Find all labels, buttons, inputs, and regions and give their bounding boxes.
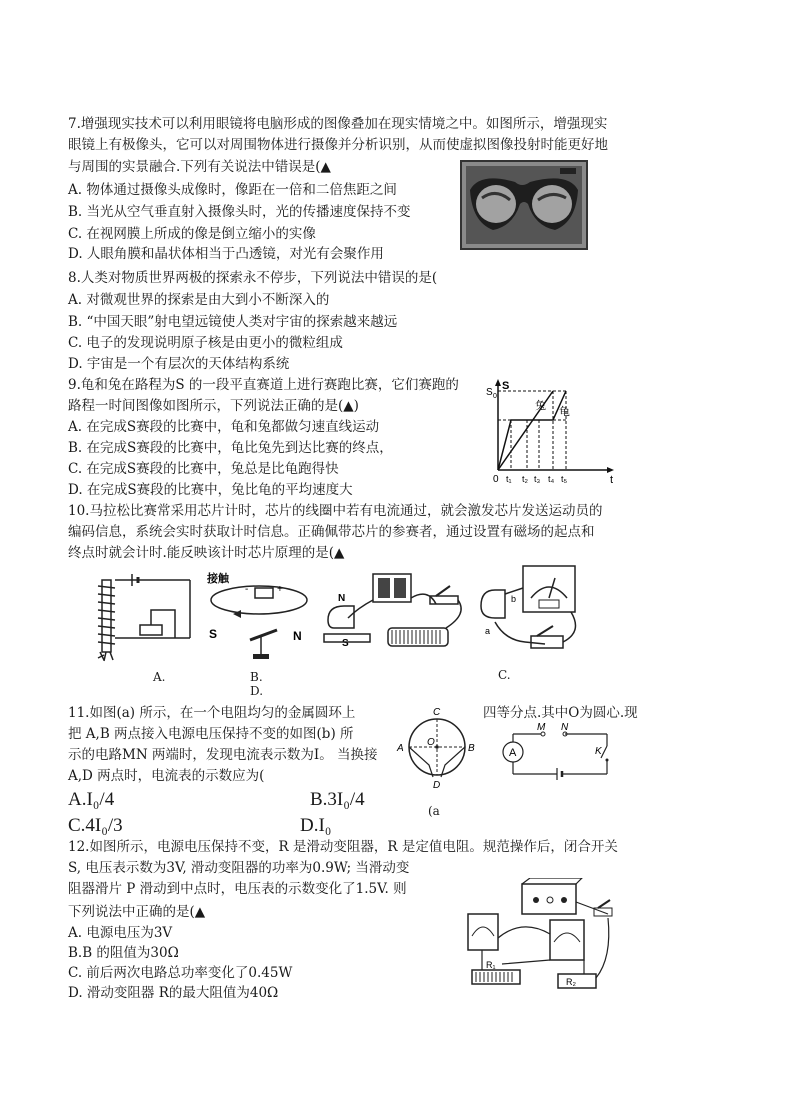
fig-b-contact-word: 接触 <box>207 573 229 585</box>
q10-stem-line1: 10.马拉松比赛常采用芯片计时，芯片的线圈中若有电流通过，就会激发芯片发送运动员的 <box>68 503 603 519</box>
svg-text:N: N <box>338 593 346 604</box>
q7-option-d: D. 人眼角膜和晶状体相当于凸透镜，对光有会聚作用 <box>68 246 384 262</box>
q7-option-c: C. 在视网膜上所成的像是倒立缩小的实像 <box>68 226 316 242</box>
graph-y-axis-label: S <box>502 380 510 392</box>
q12-stem-line3: 阻器滑片 P 滑动到中点时，电压表的示数变化了1.5V. 则 <box>68 881 407 897</box>
q12-stem-line4: 下列说法中正确的是(▲ <box>68 904 206 920</box>
q11-stem-line3: 示的电路MN 两端时，发现电流表示数为I。 当换接 <box>68 747 378 763</box>
q12-r1-label: R₁ <box>486 960 496 970</box>
graph-tick-t1: t₁ <box>506 474 512 484</box>
q11-stem-line1b: 四等分点.其中O为圆心.现 <box>483 705 638 721</box>
q8-option-c: C. 电子的发现说明原子核是由更小的微粒组成 <box>68 335 343 351</box>
q8-option-b: B. “中国天眼”射电望远镜使人类对宇宙的探索越来越远 <box>68 314 398 330</box>
fig-d-label: D. <box>250 684 264 698</box>
q11-stem-line1a: 11.如图(a) 所示，在一个电阻均匀的金属圆环上 <box>68 705 356 721</box>
ring-point-d: D <box>433 780 441 791</box>
ring-center-o: O <box>427 737 435 748</box>
graph-x-axis-label: t <box>610 474 614 486</box>
q12-option-a: A. 电源电压为3V <box>68 925 173 941</box>
svg-text:S: S <box>342 638 349 649</box>
ring-caption: (a <box>428 804 440 818</box>
q10-stem-line3: 终点时就会计时.能反映该计时芯片原理的是(▲ <box>68 545 345 561</box>
svg-text:-: - <box>245 584 249 595</box>
fig-b-oersted <box>205 570 315 665</box>
q11-option-b: B.3I₀/4 <box>310 789 365 810</box>
graph-rabbit-label: 兔 <box>535 400 546 412</box>
fig-b-label: B. <box>250 670 263 684</box>
fig-b-n-label: N <box>293 629 302 643</box>
q12-apparatus-figure <box>462 878 622 1003</box>
fig-d-motor-circuit <box>318 568 468 663</box>
graph-tick-t5: t₅ <box>561 474 568 484</box>
q8-stem: 8.人类对物质世界两极的探索永不停步，下列说法中错误的是( <box>68 270 438 286</box>
ring-point-b: B <box>468 743 475 754</box>
ring-point-a: A <box>397 743 404 754</box>
fig-a-label: A. <box>153 670 166 684</box>
q9-option-a: A. 在完成S赛段的比赛中，龟和兔都做匀速直线运动 <box>68 419 380 435</box>
q7-stem-line3: 与周围的实景融合.下列有关说法中错误是(▲ <box>68 159 331 175</box>
graph-s0-subscript: 0 <box>493 393 497 400</box>
graph-s0-label: S <box>486 387 493 398</box>
fig-c-generator <box>475 562 590 662</box>
ar-glasses-photo <box>460 160 588 250</box>
q12-stem-line2: S, 电压表示数为3V, 滑动变阻器的功率为0.9W; 当滑动变 <box>68 860 410 876</box>
graph-origin-label: 0 <box>493 474 499 485</box>
q11-stem-line4: A,D 两点时，电流表的示数应为( <box>68 768 265 784</box>
q7-stem-line1: 7.增强现实技术可以利用眼镜将电脑形成的图像叠加在现实情境之中。如图所示，增强现实 <box>68 116 608 132</box>
q7-stem-line2: 眼镜上有极像头，它可以对周围物体进行摄像并分析识别，从而使虚拟图像投射时能更好地 <box>68 137 608 153</box>
circuit-k-label: K <box>595 746 602 757</box>
graph-tick-t2: t₂ <box>522 474 528 484</box>
q7-option-a: A. 物体通过摄像头成像时，像距在一倍和二倍焦距之间 <box>68 182 397 198</box>
q8-option-d: D. 宇宙是一个有层次的天体结构系统 <box>68 356 290 372</box>
q11-option-d: D.I₀ <box>300 815 332 836</box>
svg-text:a: a <box>485 626 491 636</box>
race-graph <box>482 375 617 490</box>
circuit-ammeter-label: A <box>509 747 517 759</box>
graph-turtle-label: 龟 <box>559 406 570 418</box>
q9-option-c: C. 在完成S赛段的比赛中，兔总是比龟跑得快 <box>68 461 339 477</box>
fig-c-label: C. <box>498 668 511 682</box>
circuit-m-label: M <box>537 722 546 733</box>
q10-stem-line2: 编码信息，系统会实时获取计时信息。正确佩带芯片的参赛者，通过设置有磁场的起点和 <box>68 524 595 540</box>
q12-option-c: C. 前后两次电路总功率变化了0.45W <box>68 965 293 981</box>
q8-option-a: A. 对微观世界的探索是由大到小不断深入的 <box>68 292 330 308</box>
graph-tick-t3: t₃ <box>534 474 541 484</box>
circuit-n-label: N <box>561 722 569 733</box>
q12-option-d: D. 滑动变阻器 R的最大阻值为40Ω <box>68 985 279 1001</box>
ammeter-circuit <box>495 722 620 782</box>
q12-option-b: B.B 的阻值为30Ω <box>68 945 179 961</box>
q11-option-c: C.4I₀/3 <box>68 815 123 836</box>
graph-tick-t4: t₄ <box>548 474 555 484</box>
q9-option-d: D. 在完成S赛段的比赛中，兔比龟的平均速度大 <box>68 482 353 498</box>
ring-figure <box>395 705 480 817</box>
svg-text:b: b <box>511 594 517 604</box>
ring-point-c: C <box>433 707 441 718</box>
fig-b-s-label: S <box>209 627 218 641</box>
q12-stem-line1: 12.如图所示，电源电压保持不变，R 是滑动变阻器，R 是定值电阻。规范操作后，闭合开关 <box>68 839 618 855</box>
q9-option-b: B. 在完成S赛段的比赛中，龟比兔先到达比赛的终点， <box>68 440 393 456</box>
fig-a-electromagnet <box>90 570 200 665</box>
q11-option-a: A.I₀/4 <box>68 789 115 810</box>
q9-stem-line2: 路程一时间图像如图所示，下列说法正确的是(▲) <box>68 398 359 414</box>
q12-r2-label: R₂ <box>566 977 576 987</box>
q9-stem-line1: 9.龟和兔在路程为S 的一段平直赛道上进行赛跑比赛，它们赛跑的 <box>68 377 459 393</box>
svg-text:+: + <box>277 584 283 595</box>
q11-stem-line2: 把 A,B 两点接入电源电压保持不变的如图(b) 所 <box>68 726 354 742</box>
q7-option-b: B. 当光从空气垂直射入摄像头时，光的传播速度保持不变 <box>68 204 411 220</box>
